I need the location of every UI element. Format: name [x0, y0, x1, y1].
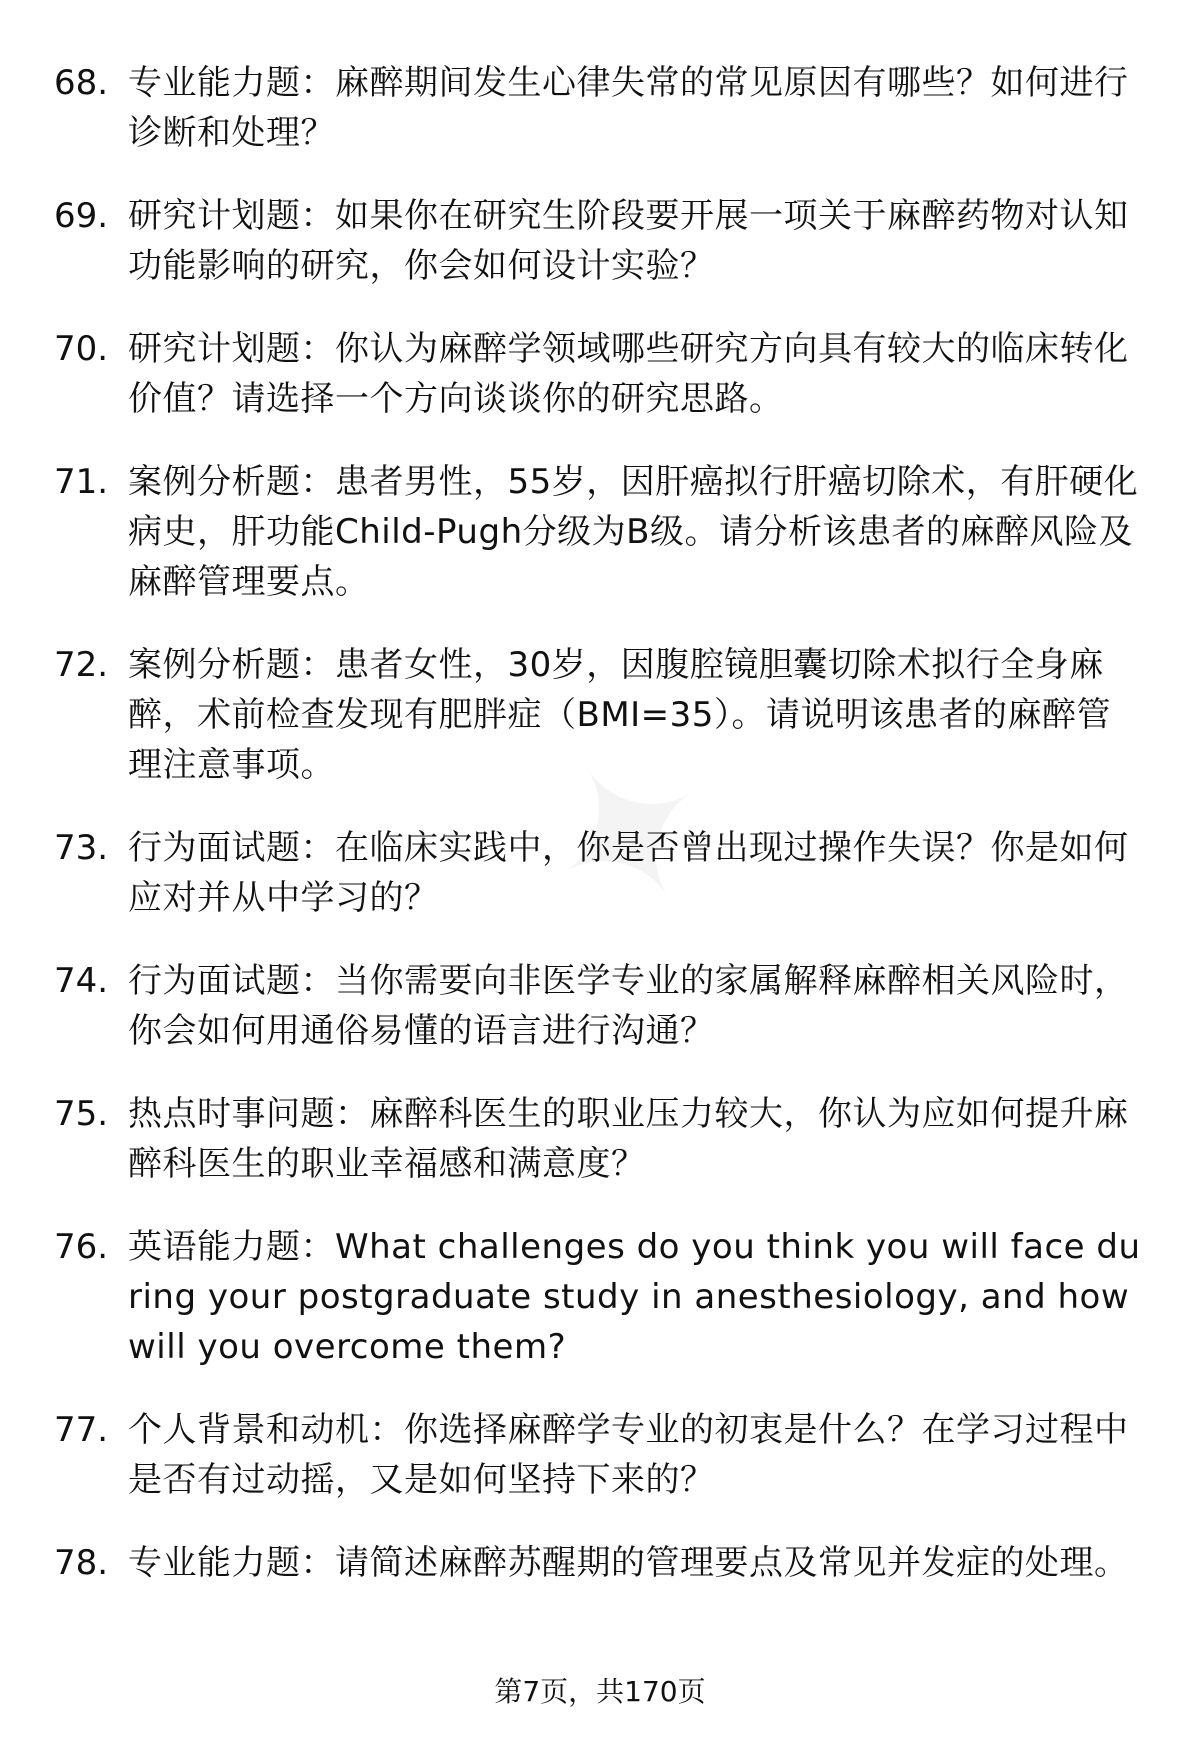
list-item — [54, 1222, 1144, 1372]
list-item — [54, 640, 1144, 790]
question-number: 72. — [54, 645, 109, 685]
question-list — [54, 58, 1144, 1621]
question-text: 热点时事问题：麻醉科医生的职业压力较大，你认为应如何提升麻醉科医生的职业幸福感和满意度？ — [128, 1094, 1129, 1184]
question-text: 研究计划题：你认为麻醉学领域哪些研究方向具有较大的临床转化价值？请选择一个方向谈谈你的研究思路。 — [128, 329, 1129, 419]
question-text: 研究计划题：如果你在研究生阶段要开展一项关于麻醉药物对认知功能影响的研究，你会如何设计实验？ — [128, 196, 1129, 286]
question-number: 73. — [54, 828, 109, 868]
list-item — [54, 1538, 1144, 1588]
question-text: 英语能力题：What challenges do you think you will face during your postgraduate study in anesthesiology, and how will you overcome them? — [128, 1227, 1141, 1367]
question-text: 专业能力题：请简述麻醉苏醒期的管理要点及常见并发症的处理。 — [128, 1543, 1129, 1583]
question-text: 案例分析题：患者男性，55岁，因肝癌拟行肝癌切除术，有肝硬化病史，肝功能Child-Pugh分级为B级。请分析该患者的麻醉风险及麻醉管理要点。 — [128, 462, 1139, 602]
list-item — [54, 823, 1144, 923]
question-number: 77. — [54, 1410, 109, 1450]
list-item — [54, 191, 1144, 291]
question-number: 68. — [54, 63, 109, 103]
list-item — [54, 1405, 1144, 1505]
list-item — [54, 457, 1144, 607]
question-number: 76. — [54, 1227, 109, 1267]
question-text: 案例分析题：患者女性，30岁，因腹腔镜胆囊切除术拟行全身麻醉，术前检查发现有肥胖症（BMI=35）。请说明该患者的麻醉管理注意事项。 — [128, 645, 1111, 785]
list-item — [54, 58, 1144, 158]
question-text: 专业能力题：麻醉期间发生心律失常的常见原因有哪些？如何进行诊断和处理？ — [128, 63, 1129, 153]
list-item — [54, 956, 1144, 1056]
question-text: 个人背景和动机：你选择麻醉学专业的初衷是什么？在学习过程中是否有过动摇，又是如何坚持下来的？ — [128, 1410, 1129, 1500]
question-number: 70. — [54, 329, 109, 369]
question-text: 行为面试题：在临床实践中，你是否曾出现过操作失误？你是如何应对并从中学习的？ — [128, 828, 1129, 918]
question-number: 71. — [54, 462, 109, 502]
question-text: 行为面试题：当你需要向非医学专业的家属解释麻醉相关风险时，你会如何用通俗易懂的语言进行沟通？ — [128, 961, 1129, 1051]
list-item — [54, 324, 1144, 424]
question-number: 75. — [54, 1094, 109, 1134]
question-number: 74. — [54, 961, 109, 1001]
page-indicator: 第7页，共170页 — [494, 1675, 706, 1708]
list-item — [54, 1089, 1144, 1189]
question-number: 69. — [54, 196, 109, 236]
question-number: 78. — [54, 1543, 109, 1583]
